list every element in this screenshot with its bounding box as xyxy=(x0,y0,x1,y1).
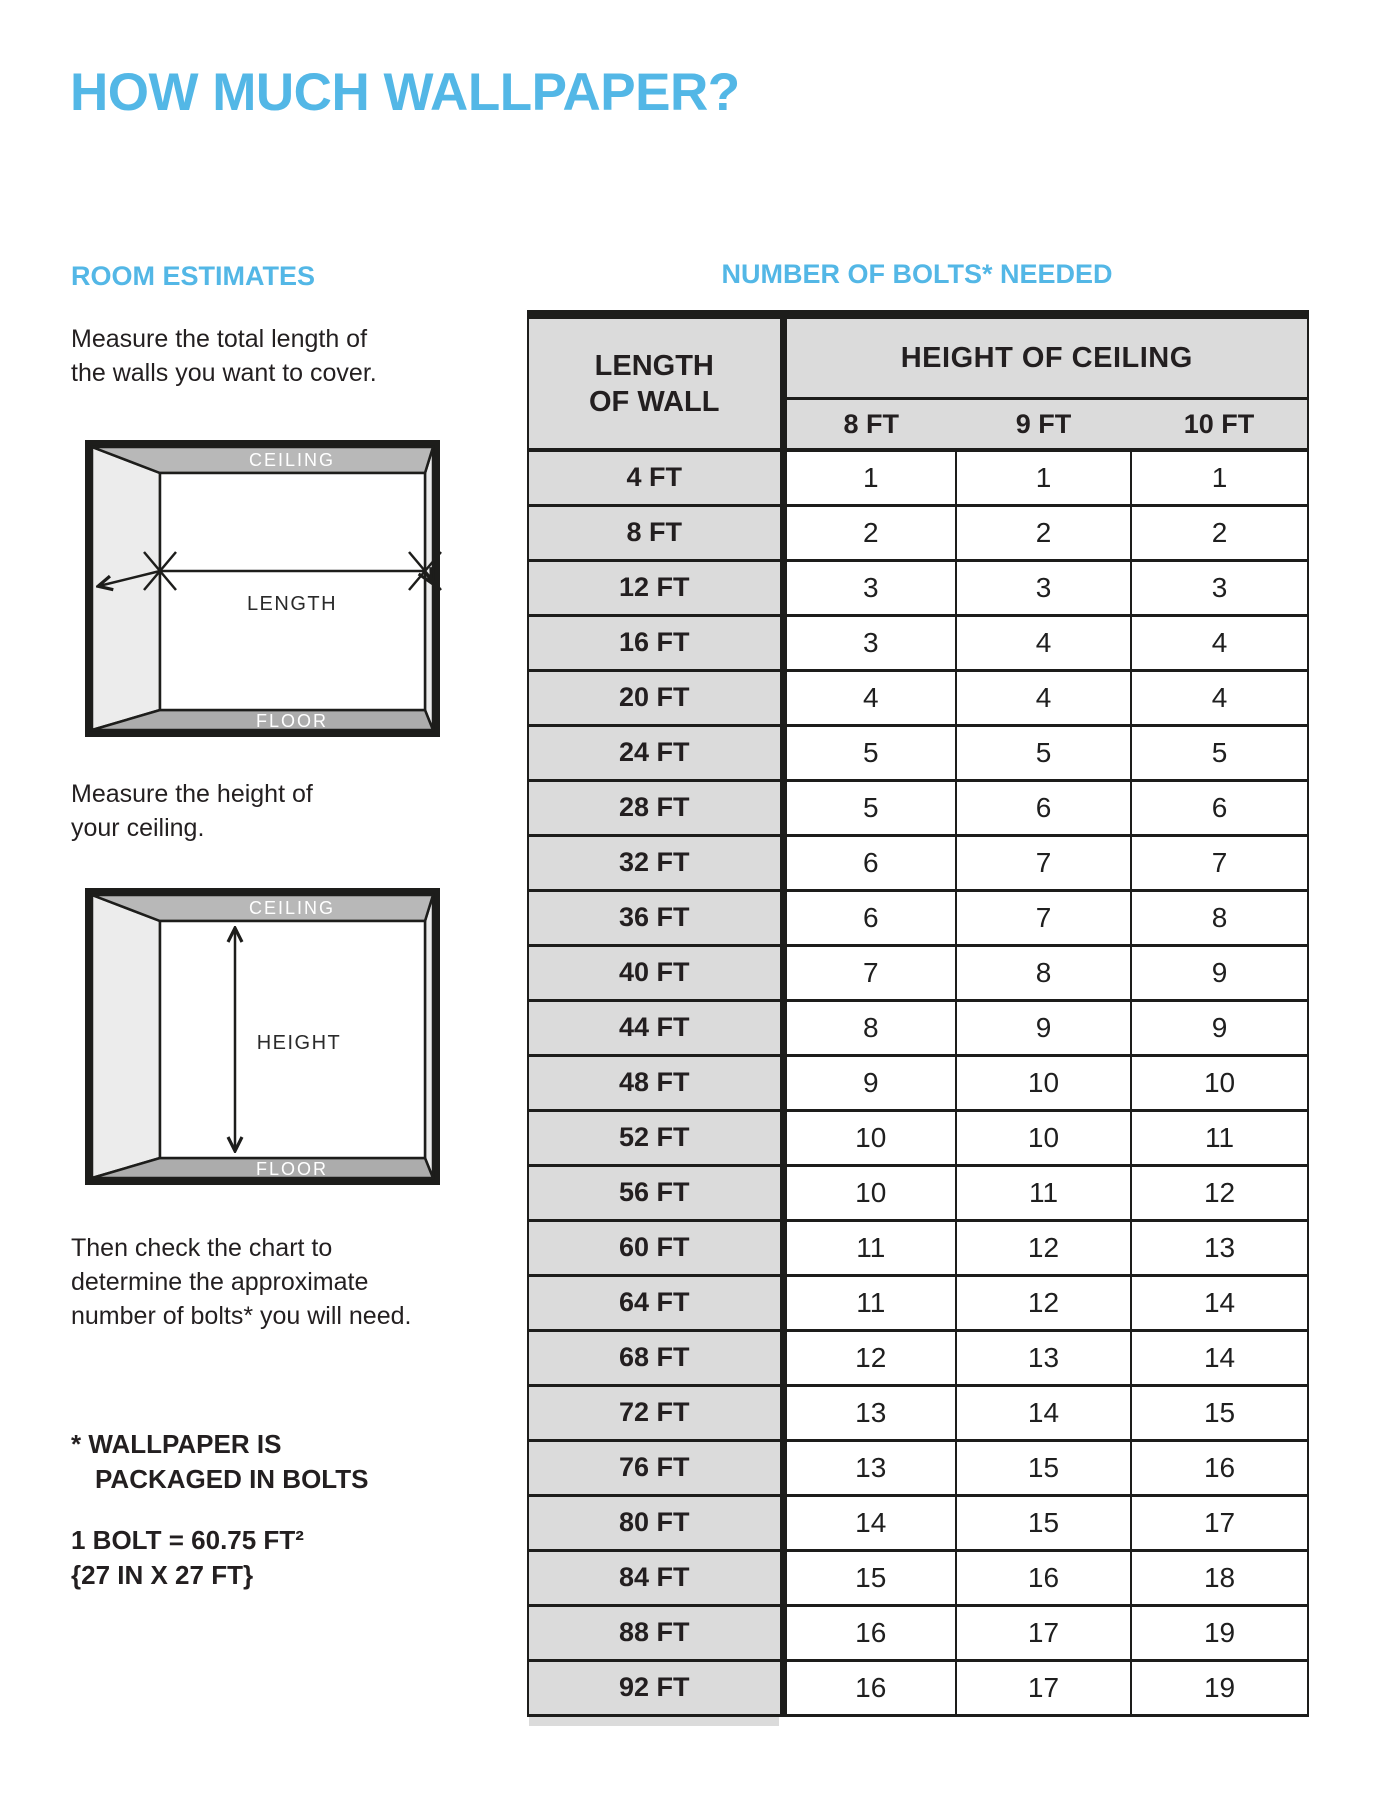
bolt-count-cell: 2 xyxy=(783,505,956,560)
table-row xyxy=(528,450,1308,505)
bolt-count-cell: 11 xyxy=(956,1165,1131,1220)
table-row xyxy=(528,1110,1308,1165)
table-header-row xyxy=(528,315,1308,399)
height-label: HEIGHT xyxy=(256,1032,342,1054)
bolt-count-cell: 6 xyxy=(1131,780,1308,835)
bolt-count-cell: 15 xyxy=(956,1440,1131,1495)
bolt-count-cell: 10 xyxy=(783,1110,956,1165)
ceiling-label: CEILING xyxy=(248,898,336,918)
wall-length-cell: 64 FT xyxy=(528,1275,783,1330)
bolt-count-cell: 17 xyxy=(956,1605,1131,1660)
wall-length-cell: 60 FT xyxy=(528,1220,783,1275)
bolt-count-cell: 15 xyxy=(956,1495,1131,1550)
instruction-line: Then check the chart to xyxy=(71,1234,333,1262)
wall-length-cell: 36 FT xyxy=(528,890,783,945)
bolt-count-cell: 19 xyxy=(1131,1660,1308,1715)
note-line: * WALLPAPER IS xyxy=(71,1429,282,1459)
bolt-count-cell: 19 xyxy=(1131,1605,1308,1660)
instruction-measure-length xyxy=(71,322,377,390)
bolt-count-cell: 12 xyxy=(1131,1165,1308,1220)
table-row xyxy=(528,615,1308,670)
bolt-count-cell: 13 xyxy=(783,1385,956,1440)
bolts-table-body xyxy=(528,450,1308,1715)
bolts-table-wrap xyxy=(527,310,1307,1726)
table-row xyxy=(528,1660,1308,1715)
bolt-count-cell: 8 xyxy=(1131,890,1308,945)
bolt-count-cell: 5 xyxy=(783,780,956,835)
left-wall-surface xyxy=(92,895,160,1178)
note-line: 1 BOLT = 60.75 FT² xyxy=(71,1525,304,1555)
wall-length-cell: 16 FT xyxy=(528,615,783,670)
bolts-table xyxy=(527,310,1309,1717)
wall-length-cell: 52 FT xyxy=(528,1110,783,1165)
room-length-diagram-svg xyxy=(85,440,440,737)
bolt-count-cell: 14 xyxy=(1131,1275,1308,1330)
bolt-count-cell: 1 xyxy=(783,450,956,505)
bolt-count-cell: 9 xyxy=(956,1000,1131,1055)
bolt-count-cell: 5 xyxy=(1131,725,1308,780)
table-row xyxy=(528,1550,1308,1605)
bolt-count-cell: 4 xyxy=(1131,615,1308,670)
table-row xyxy=(528,945,1308,1000)
table-row xyxy=(528,560,1308,615)
bolt-count-cell: 3 xyxy=(783,560,956,615)
table-row xyxy=(528,1605,1308,1660)
instruction-line: Measure the height of xyxy=(71,780,313,808)
wallpaper-bolts-note xyxy=(71,1427,368,1497)
bolt-count-cell: 3 xyxy=(956,560,1131,615)
wall-length-cell: 80 FT xyxy=(528,1495,783,1550)
table-row xyxy=(528,670,1308,725)
bolt-count-cell: 3 xyxy=(783,615,956,670)
bolt-count-cell: 16 xyxy=(783,1605,956,1660)
bolt-count-cell: 16 xyxy=(1131,1440,1308,1495)
wall-length-cell: 56 FT xyxy=(528,1165,783,1220)
bolt-count-cell: 15 xyxy=(1131,1385,1308,1440)
instruction-line: determine the approximate xyxy=(71,1268,369,1296)
bolt-count-cell: 1 xyxy=(956,450,1131,505)
bolt-count-cell: 10 xyxy=(783,1165,956,1220)
table-row xyxy=(528,1275,1308,1330)
table-footer-strip xyxy=(529,1717,779,1726)
instruction-line: the walls you want to cover. xyxy=(71,359,377,387)
table-row xyxy=(528,890,1308,945)
bolt-count-cell: 8 xyxy=(956,945,1131,1000)
table-row xyxy=(528,835,1308,890)
note-line: PACKAGED IN BOLTS xyxy=(95,1464,369,1494)
wall-length-cell: 20 FT xyxy=(528,670,783,725)
bolt-count-cell: 17 xyxy=(956,1660,1131,1715)
bolt-size-note xyxy=(71,1523,304,1593)
wall-length-cell: 28 FT xyxy=(528,780,783,835)
bolt-count-cell: 7 xyxy=(956,835,1131,890)
table-row xyxy=(528,725,1308,780)
bolt-count-cell: 5 xyxy=(956,725,1131,780)
bolt-count-cell: 12 xyxy=(956,1275,1131,1330)
bolt-count-cell: 7 xyxy=(783,945,956,1000)
bolt-count-cell: 10 xyxy=(1131,1055,1308,1110)
wall-length-cell: 12 FT xyxy=(528,560,783,615)
wall-length-cell: 4 FT xyxy=(528,450,783,505)
wall-length-cell: 92 FT xyxy=(528,1660,783,1715)
bolt-count-cell: 4 xyxy=(956,615,1131,670)
wall-length-cell: 72 FT xyxy=(528,1385,783,1440)
bolt-count-cell: 2 xyxy=(1131,505,1308,560)
col-header-9ft: 9 FT xyxy=(956,399,1131,451)
table-row xyxy=(528,1440,1308,1495)
wall-length-cell: 84 FT xyxy=(528,1550,783,1605)
bolt-count-cell: 12 xyxy=(956,1220,1131,1275)
wall-length-cell: 76 FT xyxy=(528,1440,783,1495)
bolt-count-cell: 7 xyxy=(1131,835,1308,890)
bolt-count-cell: 8 xyxy=(783,1000,956,1055)
table-row xyxy=(528,1055,1308,1110)
table-row xyxy=(528,1495,1308,1550)
table-row xyxy=(528,1220,1308,1275)
instruction-line: your ceiling. xyxy=(71,814,205,842)
length-of-wall-header xyxy=(528,315,783,451)
bolts-needed-heading: NUMBER OF BOLTS* NEEDED xyxy=(721,259,1113,289)
wall-length-cell: 40 FT xyxy=(528,945,783,1000)
col-header-8ft: 8 FT xyxy=(783,399,956,451)
wall-length-cell: 24 FT xyxy=(528,725,783,780)
table-row xyxy=(528,505,1308,560)
header-line: OF WALL xyxy=(589,385,720,418)
floor-label: FLOOR xyxy=(255,1159,329,1179)
col-header-10ft: 10 FT xyxy=(1131,399,1308,451)
bolt-count-cell: 5 xyxy=(783,725,956,780)
bolt-count-cell: 15 xyxy=(783,1550,956,1605)
bolt-count-cell: 16 xyxy=(783,1660,956,1715)
bolt-count-cell: 9 xyxy=(783,1055,956,1110)
header-line: LENGTH xyxy=(594,349,714,382)
room-length-diagram xyxy=(85,440,440,737)
wall-length-cell: 48 FT xyxy=(528,1055,783,1110)
bolt-count-cell: 9 xyxy=(1131,1000,1308,1055)
bolt-count-cell: 13 xyxy=(1131,1220,1308,1275)
bolt-count-cell: 6 xyxy=(783,890,956,945)
wall-length-cell: 68 FT xyxy=(528,1330,783,1385)
bolt-count-cell: 11 xyxy=(783,1220,956,1275)
instruction-check-chart xyxy=(71,1231,411,1333)
floor-label: FLOOR xyxy=(255,711,329,731)
bolt-count-cell: 17 xyxy=(1131,1495,1308,1550)
bolt-count-cell: 13 xyxy=(783,1440,956,1495)
instruction-measure-height xyxy=(71,777,313,845)
bolt-count-cell: 14 xyxy=(783,1495,956,1550)
table-row xyxy=(528,1165,1308,1220)
bolt-count-cell: 6 xyxy=(783,835,956,890)
bolt-count-cell: 13 xyxy=(956,1330,1131,1385)
bolt-count-cell: 11 xyxy=(1131,1110,1308,1165)
room-height-diagram xyxy=(85,888,440,1185)
instruction-line: number of bolts* you will need. xyxy=(71,1302,412,1330)
bolt-count-cell: 11 xyxy=(783,1275,956,1330)
page-title: HOW MUCH WALLPAPER? xyxy=(70,63,740,122)
table-row xyxy=(528,1385,1308,1440)
bolt-count-cell: 4 xyxy=(783,670,956,725)
table-row xyxy=(528,1000,1308,1055)
left-wall-surface xyxy=(92,447,160,730)
bolt-count-cell: 10 xyxy=(956,1110,1131,1165)
length-label: LENGTH xyxy=(246,593,338,615)
back-wall-surface xyxy=(160,473,425,710)
bolt-count-cell: 18 xyxy=(1131,1550,1308,1605)
note-line: {27 IN X 27 FT} xyxy=(71,1560,254,1590)
bolt-count-cell: 4 xyxy=(956,670,1131,725)
bolt-count-cell: 10 xyxy=(956,1055,1131,1110)
bolt-count-cell: 6 xyxy=(956,780,1131,835)
wall-length-cell: 88 FT xyxy=(528,1605,783,1660)
bolt-count-cell: 3 xyxy=(1131,560,1308,615)
table-row xyxy=(528,1330,1308,1385)
bolt-count-cell: 14 xyxy=(1131,1330,1308,1385)
bolt-count-cell: 2 xyxy=(956,505,1131,560)
bolt-count-cell: 14 xyxy=(956,1385,1131,1440)
ceiling-label: CEILING xyxy=(248,450,336,470)
room-estimates-heading: ROOM ESTIMATES xyxy=(71,261,316,291)
room-height-diagram-svg xyxy=(85,888,440,1185)
bolt-count-cell: 1 xyxy=(1131,450,1308,505)
wall-length-cell: 8 FT xyxy=(528,505,783,560)
wall-length-cell: 32 FT xyxy=(528,835,783,890)
wall-length-cell: 44 FT xyxy=(528,1000,783,1055)
instruction-line: Measure the total length of xyxy=(71,325,368,353)
bolt-count-cell: 9 xyxy=(1131,945,1308,1000)
bolt-count-cell: 7 xyxy=(956,890,1131,945)
bolt-count-cell: 16 xyxy=(956,1550,1131,1605)
bolt-count-cell: 4 xyxy=(1131,670,1308,725)
height-of-ceiling-header: HEIGHT OF CEILING xyxy=(783,315,1308,399)
table-row xyxy=(528,780,1308,835)
bolt-count-cell: 12 xyxy=(783,1330,956,1385)
